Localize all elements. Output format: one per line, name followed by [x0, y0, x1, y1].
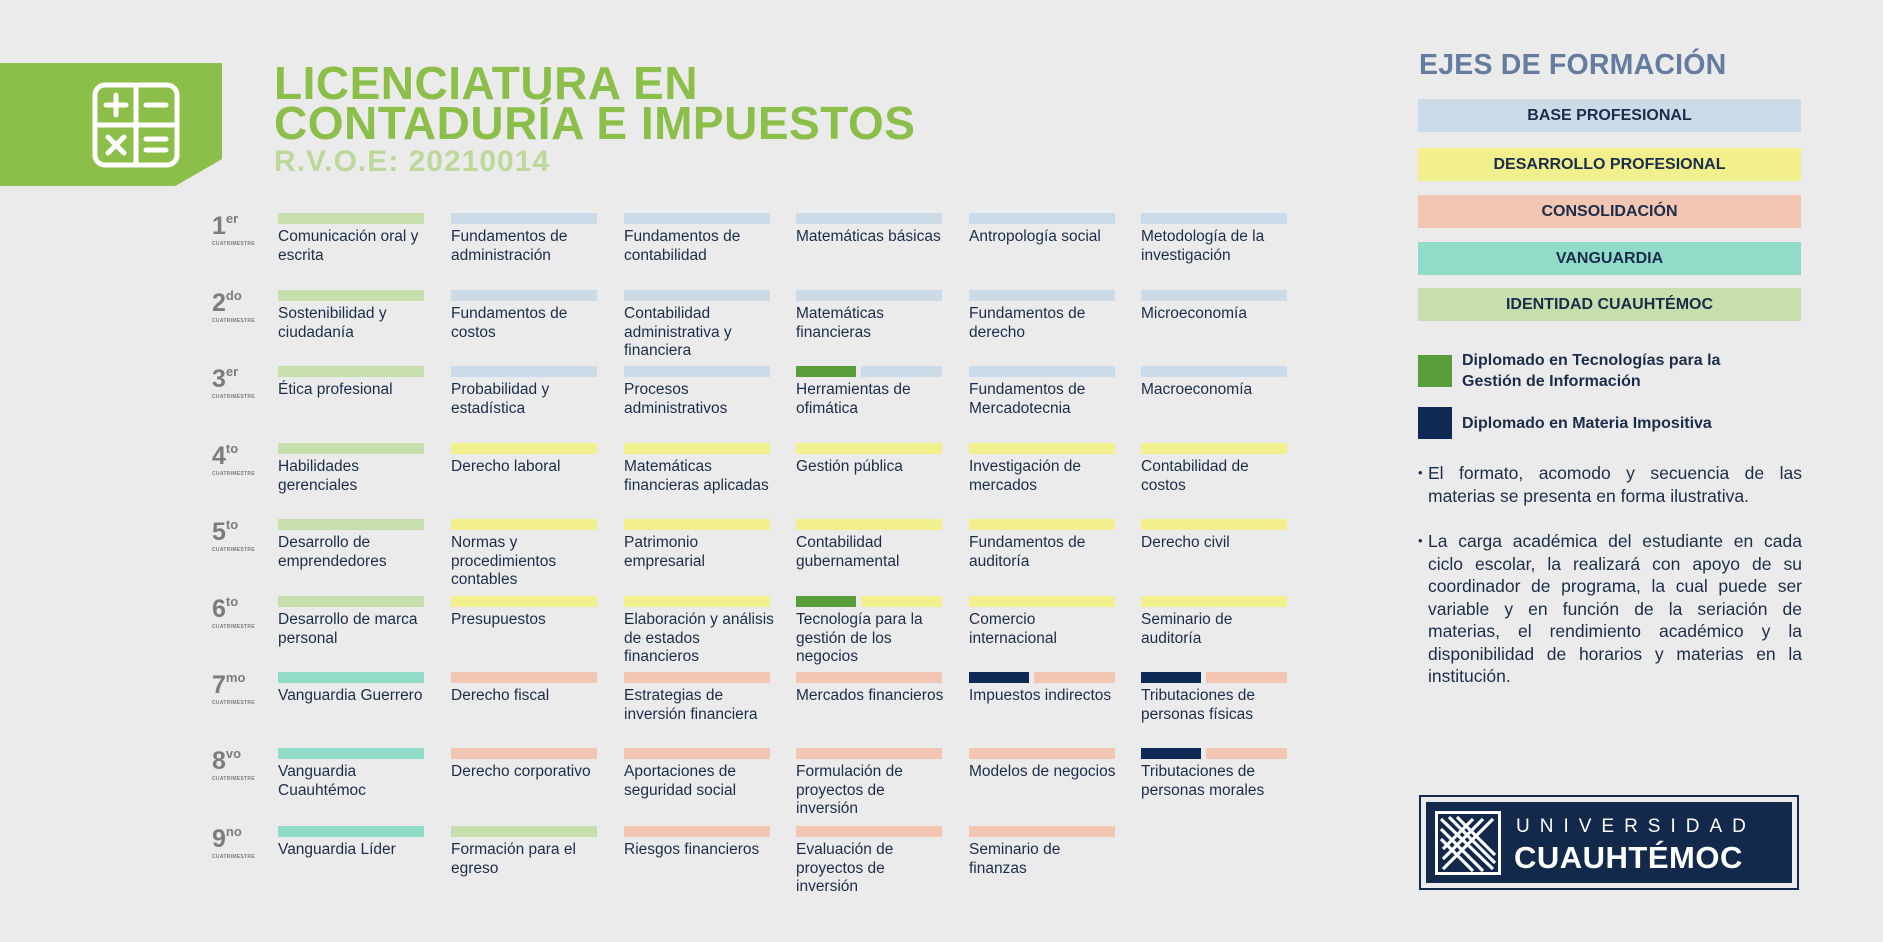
- course-cell: [796, 290, 942, 342]
- course-cell: [1141, 519, 1287, 553]
- course-cell: [451, 290, 597, 342]
- course-cell: [796, 672, 942, 706]
- course-name: Procesos administrativos: [624, 381, 728, 417]
- legend-item: BASE PROFESIONAL: [1418, 99, 1801, 132]
- course-cell: [969, 443, 1115, 495]
- course-color-bar: [1141, 366, 1287, 377]
- course-color-bar: [969, 366, 1115, 377]
- period-number: 7: [212, 671, 226, 699]
- period-caption: CUATRIMESTRE: [212, 318, 255, 324]
- logo-text-cuauhtemoc: CUAUHTÉMOC: [1514, 840, 1743, 875]
- course-color-bar: [969, 826, 1115, 837]
- course-color-bar: [1141, 213, 1287, 224]
- period-label: [212, 748, 272, 782]
- course-name: Elaboración y análisis de estados financieros: [624, 611, 774, 665]
- period-suffix: vo: [225, 746, 242, 761]
- course-name: Derecho civil: [1141, 534, 1230, 551]
- course-name: Formulación de proyectos de inversión: [796, 763, 903, 817]
- course-cell: [1141, 596, 1287, 648]
- period-suffix: to: [225, 594, 239, 609]
- course-cell: [278, 366, 424, 400]
- diplomado-marker: [969, 672, 1029, 683]
- course-name: Contabilidad gubernamental: [796, 534, 900, 570]
- axis-color-bar: [1206, 748, 1287, 759]
- course-cell: [624, 290, 770, 361]
- period-label: [212, 366, 272, 400]
- course-color-bar: [796, 748, 942, 759]
- course-name: Gestión pública: [796, 458, 903, 475]
- course-color-bar: [624, 366, 770, 377]
- course-cell: [278, 672, 424, 706]
- course-color-bar: [278, 826, 424, 837]
- period-number: 9: [212, 825, 226, 853]
- course-cell: [969, 213, 1115, 247]
- legend-item: IDENTIDAD CUAUHTÉMOC: [1418, 288, 1801, 321]
- course-color-bar: [278, 596, 424, 607]
- course-cell: [278, 826, 424, 860]
- course-cell: [624, 519, 770, 571]
- course-name: Contabilidad administrativa y financiera: [624, 305, 732, 359]
- axis-color-bar: [1206, 672, 1287, 683]
- course-cell: [1141, 366, 1287, 400]
- course-cell: [451, 826, 597, 878]
- diplomado-label: Diplomado en Materia Impositiva: [1462, 414, 1712, 432]
- course-cell: [969, 366, 1115, 418]
- course-name: Desarrollo de marca personal: [278, 611, 418, 647]
- axis-color-bar: [1034, 672, 1115, 683]
- course-color-bar: [969, 443, 1115, 454]
- course-name: Formación para el egreso: [451, 841, 576, 877]
- course-cell: [278, 519, 424, 571]
- course-cell: [451, 443, 597, 477]
- course-name: Fundamentos de costos: [451, 305, 568, 341]
- course-color-bar: [624, 290, 770, 301]
- course-color-bar: [1141, 290, 1287, 301]
- calculator-icon: [92, 82, 180, 168]
- course-color-bar: [624, 519, 770, 530]
- period-caption: CUATRIMESTRE: [212, 624, 255, 630]
- course-name: Seminario de auditoría: [1141, 611, 1233, 647]
- course-color-bar: [278, 290, 424, 301]
- course-color-bar: [451, 519, 597, 530]
- period-suffix: er: [225, 364, 239, 379]
- course-color-bar: [1141, 672, 1287, 683]
- course-color-bar: [796, 596, 942, 607]
- course-name: Normas y procedimientos contables: [451, 534, 557, 588]
- period-number: 3: [212, 365, 226, 393]
- diplomado-swatch: [1418, 355, 1452, 387]
- period-label: [212, 213, 272, 247]
- course-cell: [969, 519, 1115, 571]
- course-color-bar: [624, 443, 770, 454]
- period-suffix: er: [225, 211, 239, 226]
- course-name: Vanguardia Guerrero: [278, 687, 423, 704]
- course-name: Probabilidad y estadística: [451, 381, 550, 417]
- diplomado-swatch: [1418, 407, 1452, 439]
- course-name: Habilidades gerenciales: [278, 458, 359, 494]
- course-color-bar: [278, 672, 424, 683]
- course-color-bar: [451, 213, 597, 224]
- period-caption: CUATRIMESTRE: [212, 854, 255, 860]
- course-name: Tecnología para la gestión de los negocios: [796, 611, 923, 665]
- legend-item: CONSOLIDACIÓN: [1418, 195, 1801, 228]
- course-name: Modelos de negocios: [969, 763, 1116, 780]
- course-cell: [969, 826, 1115, 878]
- course-cell: [1141, 672, 1287, 724]
- course-cell: [1141, 443, 1287, 495]
- course-cell: [969, 748, 1115, 782]
- course-name: Sostenibilidad y ciudadanía: [278, 305, 387, 341]
- course-color-bar: [451, 366, 597, 377]
- course-color-bar: [969, 672, 1115, 683]
- page-title-line2: CONTADURÍA E IMPUESTOS: [274, 97, 916, 149]
- course-name: Fundamentos de contabilidad: [624, 228, 741, 264]
- course-color-bar: [1141, 519, 1287, 530]
- course-color-bar: [796, 443, 942, 454]
- diplomado-marker: [796, 366, 856, 377]
- legend-item: DESARROLLO PROFESIONAL: [1418, 148, 1801, 181]
- course-cell: [278, 748, 424, 800]
- course-name: Matemáticas financieras: [796, 305, 884, 341]
- course-color-bar: [1141, 443, 1287, 454]
- course-cell: [969, 672, 1115, 706]
- period-label: [212, 519, 272, 553]
- course-cell: [624, 672, 770, 724]
- course-color-bar: [796, 290, 942, 301]
- course-name: Tributaciones de personas morales: [1141, 763, 1265, 799]
- period-caption: CUATRIMESTRE: [212, 471, 255, 477]
- course-cell: [796, 596, 942, 667]
- page-title-line1: LICENCIATURA EN: [274, 57, 699, 109]
- course-name: Patrimonio empresarial: [624, 534, 705, 570]
- course-cell: [624, 443, 770, 495]
- course-color-bar: [1141, 596, 1287, 607]
- diplomado-legend-item: [1418, 407, 1792, 439]
- course-name: Derecho corporativo: [451, 763, 591, 780]
- axis-color-bar: [861, 596, 942, 607]
- course-cell: [796, 826, 942, 897]
- course-name: Microeconomía: [1141, 305, 1247, 322]
- course-color-bar: [451, 290, 597, 301]
- course-name: Comunicación oral y escrita: [278, 228, 419, 264]
- course-color-bar: [969, 748, 1115, 759]
- course-color-bar: [451, 443, 597, 454]
- period-suffix: no: [225, 824, 242, 839]
- legend-title: EJES DE FORMACIÓN: [1419, 49, 1727, 81]
- course-name: Presupuestos: [451, 611, 546, 628]
- logo-text-universidad: UNIVERSIDAD: [1516, 816, 1756, 837]
- universidad-cuauhtemoc-logo-mark: [1435, 811, 1501, 875]
- course-cell: [278, 443, 424, 495]
- course-name: Aportaciones de seguridad social: [624, 763, 737, 799]
- course-name: Riesgos financieros: [624, 841, 760, 858]
- course-color-bar: [278, 443, 424, 454]
- course-cell: [451, 672, 597, 706]
- course-color-bar: [278, 366, 424, 377]
- course-name: Contabilidad de costos: [1141, 458, 1249, 494]
- period-suffix: to: [225, 517, 239, 532]
- course-color-bar: [451, 826, 597, 837]
- university-logo: [1419, 795, 1799, 890]
- course-cell: [624, 596, 774, 667]
- period-caption: CUATRIMESTRE: [212, 241, 255, 247]
- course-cell: [796, 366, 942, 418]
- course-name: Matemáticas básicas: [796, 228, 941, 245]
- course-color-bar: [451, 748, 597, 759]
- course-color-bar: [796, 519, 942, 530]
- course-name: Fundamentos de administración: [451, 228, 568, 264]
- course-cell: [451, 519, 597, 590]
- course-cell: [969, 290, 1115, 342]
- course-cell: [796, 519, 942, 571]
- course-color-bar: [624, 596, 770, 607]
- period-label: [212, 596, 272, 630]
- course-name: Derecho fiscal: [451, 687, 550, 704]
- course-color-bar: [796, 213, 942, 224]
- course-color-bar: [796, 672, 942, 683]
- period-number: 5: [212, 518, 226, 546]
- course-color-bar: [451, 672, 597, 683]
- course-cell: [451, 213, 597, 265]
- course-name: Herramientas de ofimática: [796, 381, 911, 417]
- course-name: Mercados financieros: [796, 687, 944, 704]
- course-name: Fundamentos de auditoría: [969, 534, 1086, 570]
- course-color-bar: [624, 213, 770, 224]
- course-cell: [1141, 748, 1287, 800]
- course-color-bar: [278, 213, 424, 224]
- period-suffix: to: [225, 441, 239, 456]
- course-cell: [1141, 290, 1287, 324]
- course-color-bar: [969, 519, 1115, 530]
- course-name: Antropología social: [969, 228, 1101, 245]
- course-color-bar: [969, 290, 1115, 301]
- course-name: Macroeconomía: [1141, 381, 1253, 398]
- diplomado-legend-item: [1418, 350, 1732, 392]
- period-caption: CUATRIMESTRE: [212, 547, 255, 553]
- course-cell: [969, 596, 1115, 648]
- axis-color-bar: [861, 366, 942, 377]
- period-caption: CUATRIMESTRE: [212, 394, 255, 400]
- course-cell: [278, 290, 424, 342]
- course-color-bar: [796, 826, 942, 837]
- course-color-bar: [1141, 748, 1287, 759]
- course-cell: [451, 748, 597, 782]
- rvoe-code: R.V.O.E: 20210014: [274, 145, 551, 178]
- course-name: Tributaciones de personas físicas: [1141, 687, 1256, 723]
- course-name: Vanguardia Cuauhtémoc: [278, 763, 366, 799]
- diplomado-label: Diplomado en Tecnologías para la Gestión de Información: [1462, 352, 1721, 390]
- period-suffix: do: [225, 288, 242, 303]
- course-name: Evaluación de proyectos de inversión: [796, 841, 894, 895]
- course-color-bar: [796, 366, 942, 377]
- course-color-bar: [969, 213, 1115, 224]
- note-1: • El formato, acomodo y secuencia de las materias se presenta en forma ilustrativa.: [1418, 462, 1802, 507]
- note-2: • La carga académica del estudiante en cada ciclo escolar, la realizará con apoyo de su coordinador de programa, la cual puede ser variable y en función de la seriación de materias, el rendimiento académico y la disponibilidad de horarios y materias en la institución.: [1418, 530, 1802, 688]
- course-name: Impuestos indirectos: [969, 687, 1112, 704]
- diplomado-marker: [1141, 672, 1201, 683]
- course-name: Desarrollo de emprendedores: [278, 534, 387, 570]
- period-number: 1: [212, 212, 226, 240]
- course-color-bar: [624, 672, 770, 683]
- course-name: Metodología de la investigación: [1141, 228, 1265, 264]
- course-name: Ética profesional: [278, 381, 393, 398]
- course-color-bar: [624, 826, 770, 837]
- course-cell: [624, 826, 770, 860]
- course-cell: [451, 366, 597, 418]
- course-name: Fundamentos de derecho: [969, 305, 1086, 341]
- period-number: 4: [212, 442, 226, 470]
- course-name: Matemáticas financieras aplicadas: [624, 458, 769, 494]
- period-caption: CUATRIMESTRE: [212, 776, 255, 782]
- diplomado-marker: [796, 596, 856, 607]
- course-cell: [624, 213, 770, 265]
- period-suffix: mo: [225, 670, 246, 685]
- period-number: 8: [212, 747, 226, 775]
- course-name: Comercio internacional: [969, 611, 1057, 647]
- course-color-bar: [969, 596, 1115, 607]
- period-number: 2: [212, 289, 226, 317]
- period-label: [212, 672, 272, 706]
- course-cell: [624, 748, 770, 800]
- course-cell: [278, 213, 424, 265]
- period-label: [212, 826, 272, 860]
- course-name: Fundamentos de Mercadotecnia: [969, 381, 1086, 417]
- course-name: Derecho laboral: [451, 458, 561, 475]
- course-name: Vanguardia Líder: [278, 841, 396, 858]
- course-cell: [796, 748, 942, 819]
- course-cell: [796, 443, 942, 477]
- course-name: Estrategias de inversión financiera: [624, 687, 758, 723]
- period-label: [212, 290, 272, 324]
- period-caption: CUATRIMESTRE: [212, 700, 255, 706]
- course-cell: [1141, 213, 1287, 265]
- course-name: Investigación de mercados: [969, 458, 1082, 494]
- course-cell: [796, 213, 942, 247]
- course-cell: [624, 366, 770, 418]
- course-color-bar: [451, 596, 597, 607]
- legend-item: VANGUARDIA: [1418, 242, 1801, 275]
- curriculum-grid: [205, 213, 1305, 913]
- course-cell: [451, 596, 597, 630]
- course-color-bar: [278, 519, 424, 530]
- period-label: [212, 443, 272, 477]
- period-number: 6: [212, 595, 226, 623]
- course-color-bar: [278, 748, 424, 759]
- course-cell: [278, 596, 424, 648]
- diplomado-marker: [1141, 748, 1201, 759]
- course-color-bar: [624, 748, 770, 759]
- course-name: Seminario de finanzas: [969, 841, 1061, 877]
